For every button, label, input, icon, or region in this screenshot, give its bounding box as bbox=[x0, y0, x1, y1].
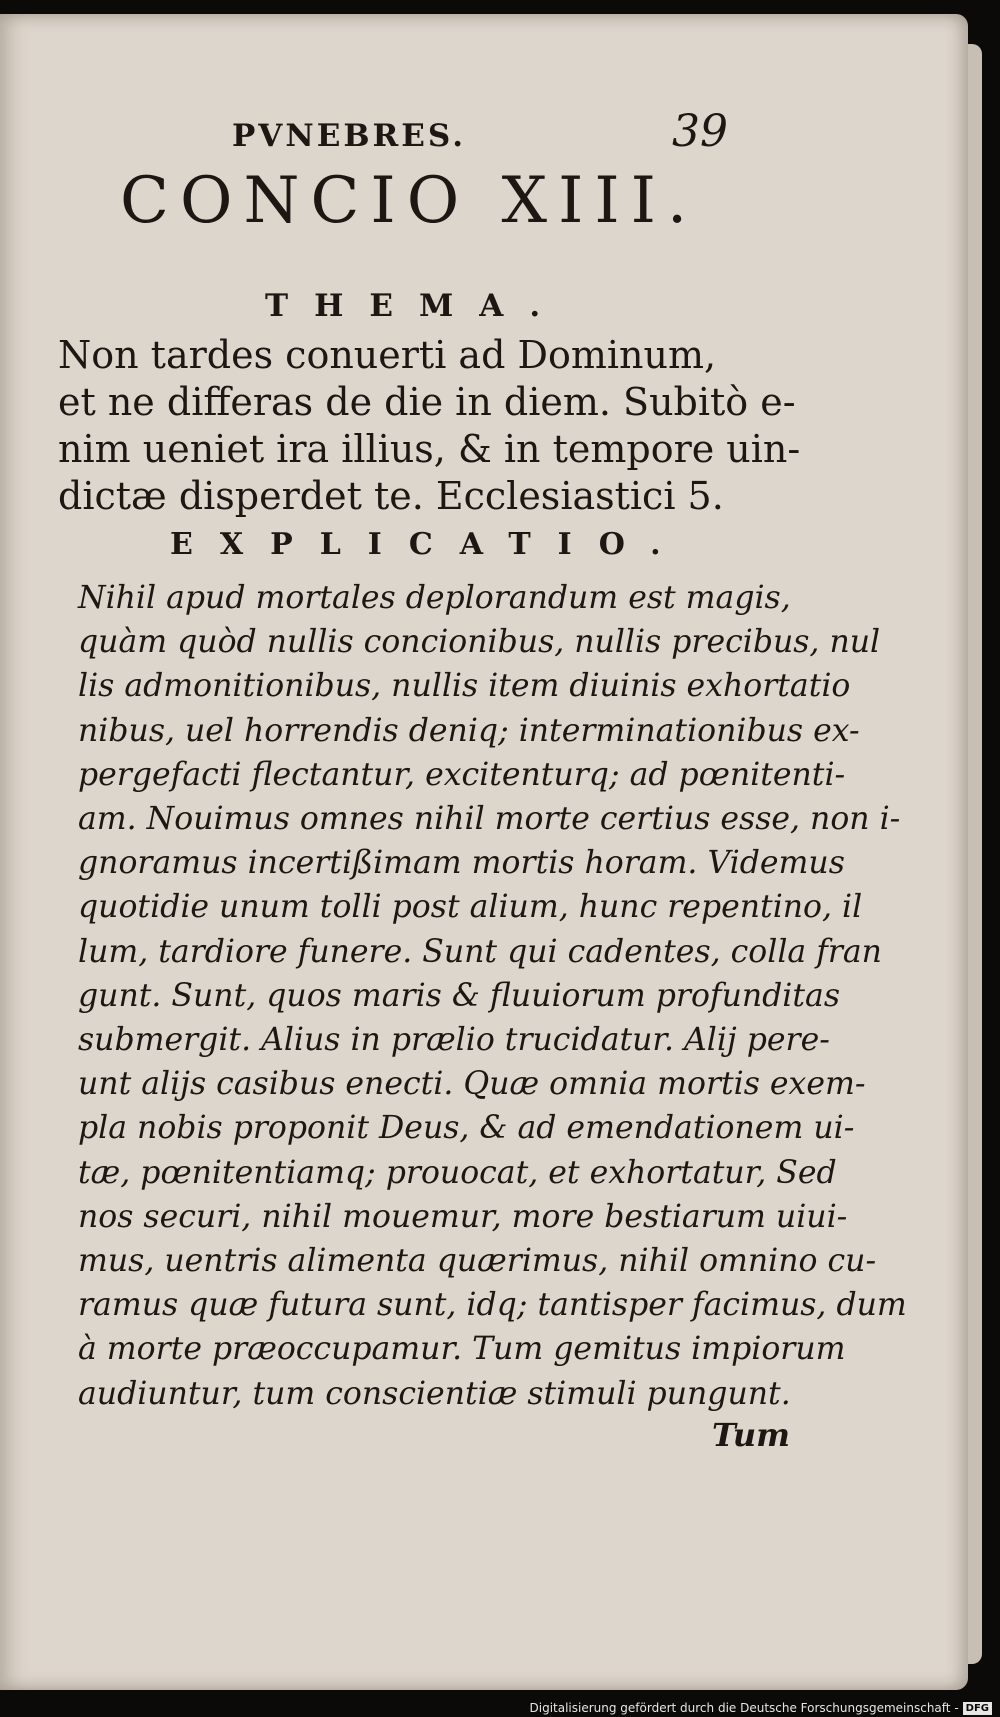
text-line: pergefacti flectantur, excitenturq; ad pœnitenti- bbox=[78, 756, 846, 793]
text-line: quotidie unum tolli post alium, hunc repentino, il bbox=[78, 889, 863, 926]
text-line: quàm quòd nullis concionibus, nullis precibus, nul bbox=[78, 624, 881, 661]
text-line: gunt. Sunt, quos maris & fluuiorum profunditas bbox=[78, 977, 840, 1014]
text-line: unt alijs casibus enecti. Quæ omnia mortis exem- bbox=[78, 1066, 866, 1103]
thema-heading: THEMA. bbox=[265, 288, 567, 324]
text-line: am. Nouimus omnes nihil morte certius esse, non i- bbox=[78, 801, 901, 838]
thema-line: dictæ disperdet te. Ecclesiastici 5. bbox=[58, 474, 724, 518]
text-line: audiuntur, tum conscientiæ stimuli pungunt. bbox=[78, 1375, 791, 1412]
text-line: Nihil apud mortales deplorandum est magis, bbox=[78, 580, 791, 616]
running-head: PVNEBRES. bbox=[232, 118, 466, 154]
text-line: nibus, uel horrendis deniq; interminationibus ex- bbox=[78, 712, 860, 749]
credit-text: Digitalisierung gefördert durch die Deutsche Forschungsgemeinschaft - bbox=[529, 1701, 959, 1715]
text-line: ramus quæ futura sunt, idq; tantisper facimus, dum bbox=[78, 1287, 907, 1324]
thema-line: et ne differas de die in diem. Subitò e- bbox=[58, 380, 796, 424]
text-line: lis admonitionibus, nullis item diuinis exhortatio bbox=[78, 668, 851, 705]
page-number: 39 bbox=[672, 106, 728, 157]
text-line: tæ, pœnitentiamq; prouocat, et exhortatur, Sed bbox=[78, 1154, 837, 1191]
text-line: pla nobis proponit Deus, & ad emendationem ui- bbox=[78, 1110, 855, 1147]
text-line: nos securi, nihil mouemur, more bestiarum uiui- bbox=[78, 1198, 848, 1235]
text-line: lum, tardiore funere. Sunt qui cadentes, colla fran bbox=[78, 933, 882, 970]
thema-line: nim ueniet ira illius, & in tempore uin- bbox=[58, 427, 801, 471]
book-page bbox=[0, 14, 968, 1690]
catchword: Tum bbox=[712, 1416, 790, 1454]
digitization-credit bbox=[530, 1701, 993, 1715]
text-line: submergit. Alius in prælio trucidatur. Alij pere- bbox=[78, 1022, 830, 1059]
explicatio-text bbox=[78, 576, 907, 1416]
dfg-logo: DFG bbox=[963, 1702, 992, 1715]
text-line: gnoramus incertißimam mortis horam. Videmus bbox=[78, 845, 845, 882]
explicatio-heading: EXPLICATIO. bbox=[170, 527, 688, 562]
thema-text bbox=[58, 332, 801, 520]
text-line: mus, uentris alimenta quærimus, nihil omnino cu- bbox=[78, 1243, 877, 1280]
page-title: CONCIO XIII. bbox=[120, 164, 699, 238]
thema-line: Non tardes conuerti ad Dominum, bbox=[58, 333, 717, 377]
text-line: à morte præoccupamur. Tum gemitus impiorum bbox=[78, 1331, 846, 1368]
